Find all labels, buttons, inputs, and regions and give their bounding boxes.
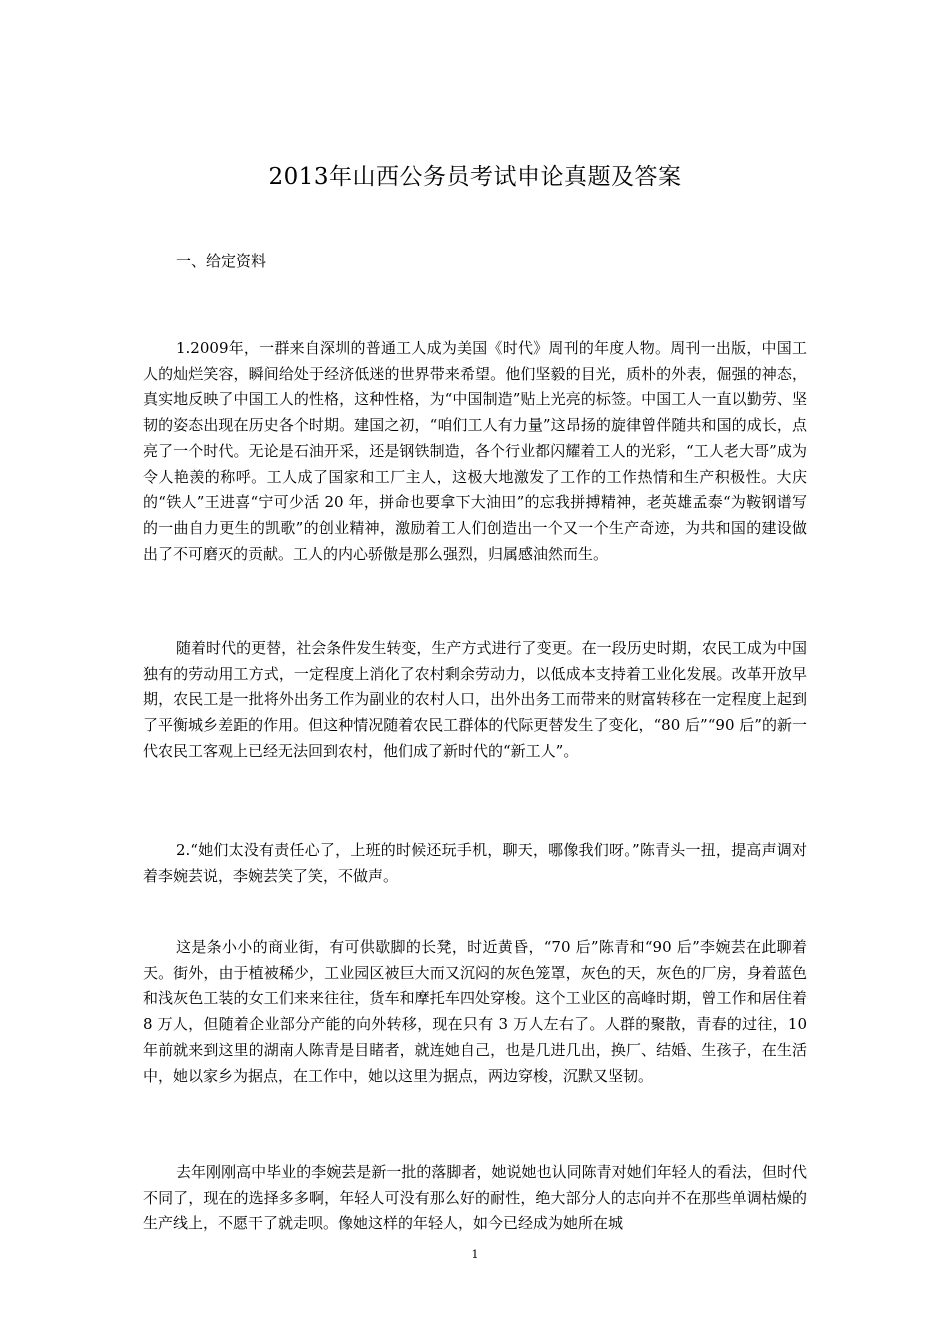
- section-heading: 一、给定资料: [176, 252, 267, 270]
- paragraph-1: 1.2009年，一群来自深圳的普通工人成为美国《时代》周刊的年度人物。周刊一出版，中国工人的灿烂笑容，瞬间给处于经济低迷的世界带来希望。他们坚毅的目光，质朴的外表，倔强的神态，真实地反映了中国工人的性格，这种性格，为“中国制造”贴上光亮的标签。中国工人一直以勤劳、坚韧的姿态出现在历史各个时期。建国之初，“咱们工人有力量”这昂扬的旋律曾伴随共和国的成长，点亮了一个时代。无论是石油开采，还是钢铁制造，各个行业都闪耀着工人的光彩，“工人老大哥”成为令人艳羡的称呼。工人成了国家和工厂主人，这极大地激发了工作的工作热情和生产积极性。大庆的“铁人”王进喜“宁可少活 20 年，拼命也要拿下大油田”的忘我拼搏精神，老英雄孟泰“为鞍钢谱写的一曲自力更生的凯歌”的创业精神，激励着工人们创造出一个又一个生产奇迹，为共和国的建设做出了不可磨灭的贡献。工人的内心骄傲是那么强烈，归属感油然而生。: [143, 339, 807, 563]
- paragraph-3: 2.“她们太没有责任心了，上班的时候还玩手机，聊天，哪像我们呀。”陈青头一扭，提高声调对着李婉芸说，李婉芸笑了笑，不做声。: [143, 841, 807, 885]
- document-title: 2013年山西公务员考试申论真题及答案: [268, 164, 682, 190]
- paragraph-4: 这是条小小的商业街，有可供歇脚的长凳，时近黄昏，“70 后”陈青和“90 后”李婉芸在此聊着天。街外，由于植被稀少，工业园区被巨大而又沉闷的灰色笼罩，灰色的天，灰色的厂房，身着蓝色和浅灰色工装的女工们来来往往，货车和摩托车四处穿梭。这个工业区的高峰时期，曾工作和居住着 8 万人，但随着企业部分产能的向外转移，现在只有 3 万人左右了。人群的聚散，青春的过往，10 年前就来到这里的湖南人陈青是目睹者，就连她自己，也是几进几出，换厂、结婚、生孩子，在生活中，她以家乡为据点，在工作中，她以这里为据点，两边穿梭，沉默又坚韧。: [143, 938, 807, 1085]
- page-number: 1: [471, 1248, 479, 1261]
- paragraph-2: 随着时代的更替，社会条件发生转变，生产方式进行了变更。在一段历史时期，农民工成为中国独有的劳动用工方式，一定程度上消化了农村剩余劳动力，以低成本支持着工业化发展。改革开放早期，农民工是一批将外出务工作为副业的农村人口，出外出务工而带来的财富转移在一定程度上起到了平衡城乡差距的作用。但这种情况随着农民工群体的代际更替发生了变化，“80 后”“90 后”的新一代农民工客观上已经无法回到农村，他们成了新时代的“新工人”。: [143, 639, 807, 760]
- paragraph-5: 去年刚刚高中毕业的李婉芸是新一批的落脚者，她说她也认同陈青对她们年轻人的看法，但时代不同了，现在的选择多多啊，年轻人可没有那么好的耐性，绝大部分人的志向并不在那些单调枯燥的生产线上，不愿干了就走呗。像她这样的年轻人，如今已经成为她所在城: [143, 1163, 807, 1233]
